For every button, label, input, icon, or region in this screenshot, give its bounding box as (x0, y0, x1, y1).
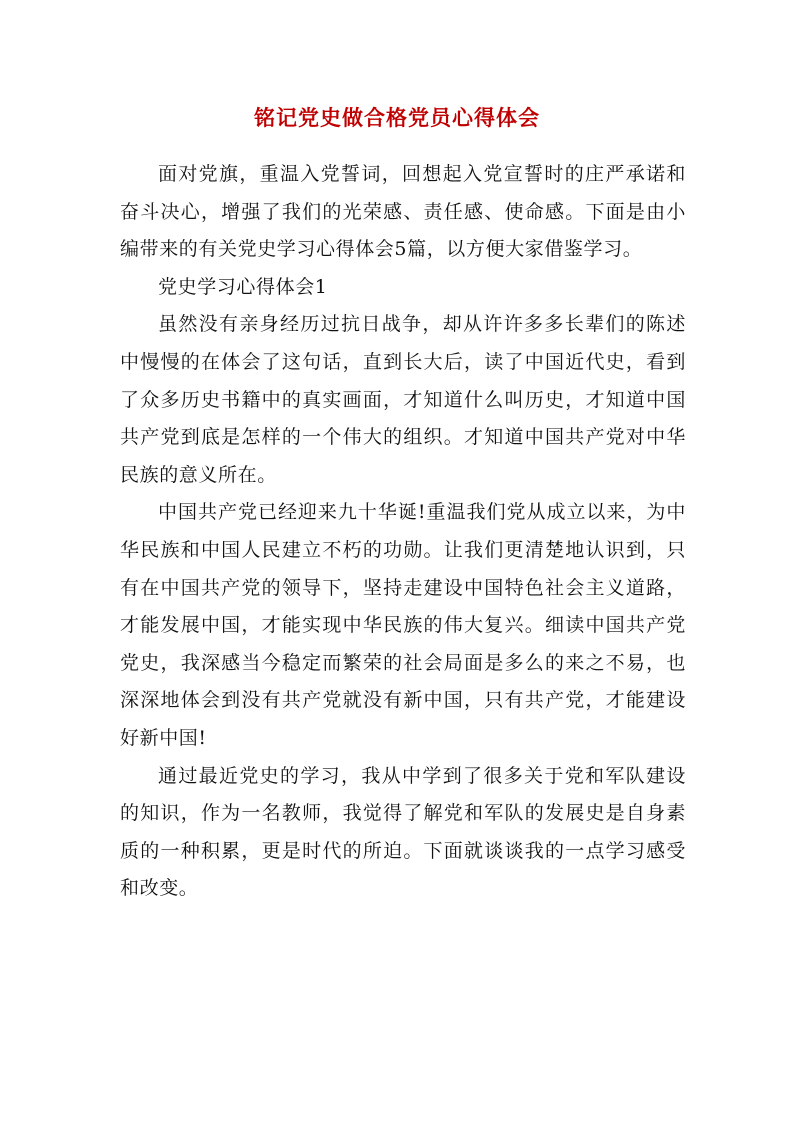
section-heading: 党史学习心得体会1 (158, 275, 328, 298)
paragraph-intro: 面对党旗，重温入党誓词，回想起入党宣誓时的庄严承诺和奋斗决心，增强了我们的光荣感、责任感、使命感。下面是由小编带来的有关党史学习心得体会5篇，以方便大家借鉴学习。 (120, 163, 686, 261)
paragraph-study-reflection: 通过最近党史的学习，我从中学到了很多关于党和军队建设的知识，作为一名教师，我觉得了解党和军队的发展史是自身素质的一种积累，更是时代的所迫。下面就谈谈我的一点学习感受和改变。 (120, 764, 686, 900)
document-title: 铭记党史做合格党员心得体会 (254, 105, 540, 130)
document-body (120, 156, 686, 908)
paragraph-history: 虽然没有亲身经历过抗日战争，却从许许多多长辈们的陈述中慢慢的在体会了这句话，直到长大后，读了中国近代史，看到了众多历史书籍中的真实画面，才知道什么叫历史，才知道中国共产党到底是怎样的一个伟大的组织。才知道中国共产党对中华民族的意义所在。 (120, 313, 686, 486)
paragraph-party-anniversary: 中国共产党已经迎来九十华诞!重温我们党从成立以来，为中华民族和中国人民建立不朽的功勋。让我们更清楚地认识到，只有在中国共产党的领导下，坚持走建设中国特色社会主义道路，才能发展中国，才能实现中华民族的伟大复兴。细读中国共产党党史，我深感当今稳定而繁荣的社会局面是多么的来之不易，也深深地体会到没有共产党就没有新中国，只有共产党，才能建设好新中国! (120, 501, 686, 749)
